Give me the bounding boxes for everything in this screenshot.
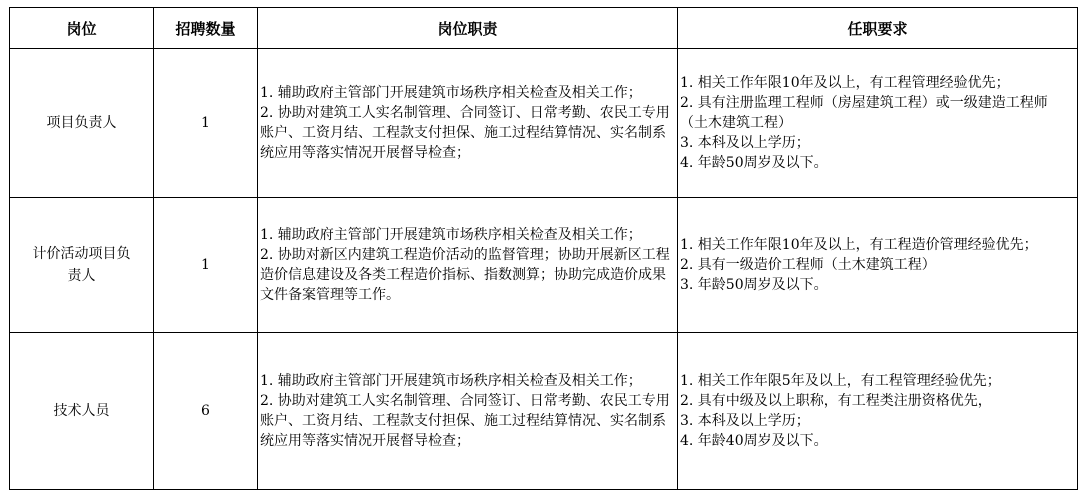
- requirement-item: 1. 相关工作年限10年及以上，有工程管理经验优先；: [680, 75, 1010, 91]
- position-name: 计价活动项目负责人: [32, 246, 131, 284]
- duty-item: 1. 辅助政府主管部门开展建筑市场秩序相关检查及相关工作；: [260, 85, 642, 101]
- duties-cell: [258, 49, 678, 198]
- table-row: [10, 333, 1078, 490]
- recruitment-table: [9, 7, 1078, 490]
- recruitment-table-container: [9, 7, 1077, 490]
- requirement-item: 2. 具有一级造价工程师（土木建筑工程）: [680, 257, 936, 273]
- duties-cell: [258, 333, 678, 490]
- duty-item: 1. 辅助政府主管部门开展建筑市场秩序相关检查及相关工作；: [260, 227, 642, 243]
- position-cell: [10, 49, 154, 198]
- position-cell: [10, 333, 154, 490]
- header-count: 招聘数量: [154, 8, 258, 49]
- requirement-item: 3. 本科及以上学历；: [680, 413, 810, 429]
- requirements-cell: [678, 333, 1078, 490]
- requirement-item: 2. 具有注册监理工程师（房屋建筑工程）或一级建造工程师（土木建筑工程）: [680, 95, 1048, 131]
- count-cell: 6: [154, 333, 258, 490]
- requirements-cell: [678, 49, 1078, 198]
- requirement-item: 1. 相关工作年限5年及以上，有工程管理经验优先；: [680, 373, 1001, 389]
- header-position: 岗位: [10, 8, 154, 49]
- requirement-item: 3. 本科及以上学历；: [680, 135, 810, 151]
- duty-item: 2. 协助对新区内建筑工程造价活动的监督管理；协助开展新区工程造价信息建设及各类工程造价指标、指数测算；协助完成造价成果文件备案管理等工作。: [260, 247, 670, 303]
- requirement-item: 4. 年龄40周岁及以下。: [680, 433, 828, 449]
- position-cell: [10, 198, 154, 333]
- count-cell: 1: [154, 198, 258, 333]
- table-row: [10, 198, 1078, 333]
- header-requirements: 任职要求: [678, 8, 1078, 49]
- count-cell: 1: [154, 49, 258, 198]
- table-row: [10, 49, 1078, 198]
- requirement-item: 1. 相关工作年限10年及以上，有工程造价管理经验优先；: [680, 237, 1038, 253]
- requirement-item: 4. 年龄50周岁及以下。: [680, 155, 828, 171]
- duty-item: 1. 辅助政府主管部门开展建筑市场秩序相关检查及相关工作；: [260, 373, 642, 389]
- requirement-item: 2. 具有中级及以上职称，有工程类注册资格优先，: [680, 393, 992, 409]
- duty-item: 2. 协助对建筑工人实名制管理、合同签订、日常考勤、农民工专用账户、工资月结、工程款支付担保、施工过程结算情况、实名制系统应用等落实情况开展督导检查；: [260, 393, 670, 449]
- duties-cell: [258, 198, 678, 333]
- duty-item: 2. 协助对建筑工人实名制管理、合同签订、日常考勤、农民工专用账户、工资月结、工程款支付担保、施工过程结算情况、实名制系统应用等落实情况开展督导检查；: [260, 105, 670, 161]
- requirements-cell: [678, 198, 1078, 333]
- header-duties: 岗位职责: [258, 8, 678, 49]
- requirement-item: 3. 年龄50周岁及以下。: [680, 277, 828, 293]
- position-name: 项目负责人: [46, 115, 117, 131]
- header-row: [10, 8, 1078, 49]
- position-name: 技术人员: [53, 403, 110, 419]
